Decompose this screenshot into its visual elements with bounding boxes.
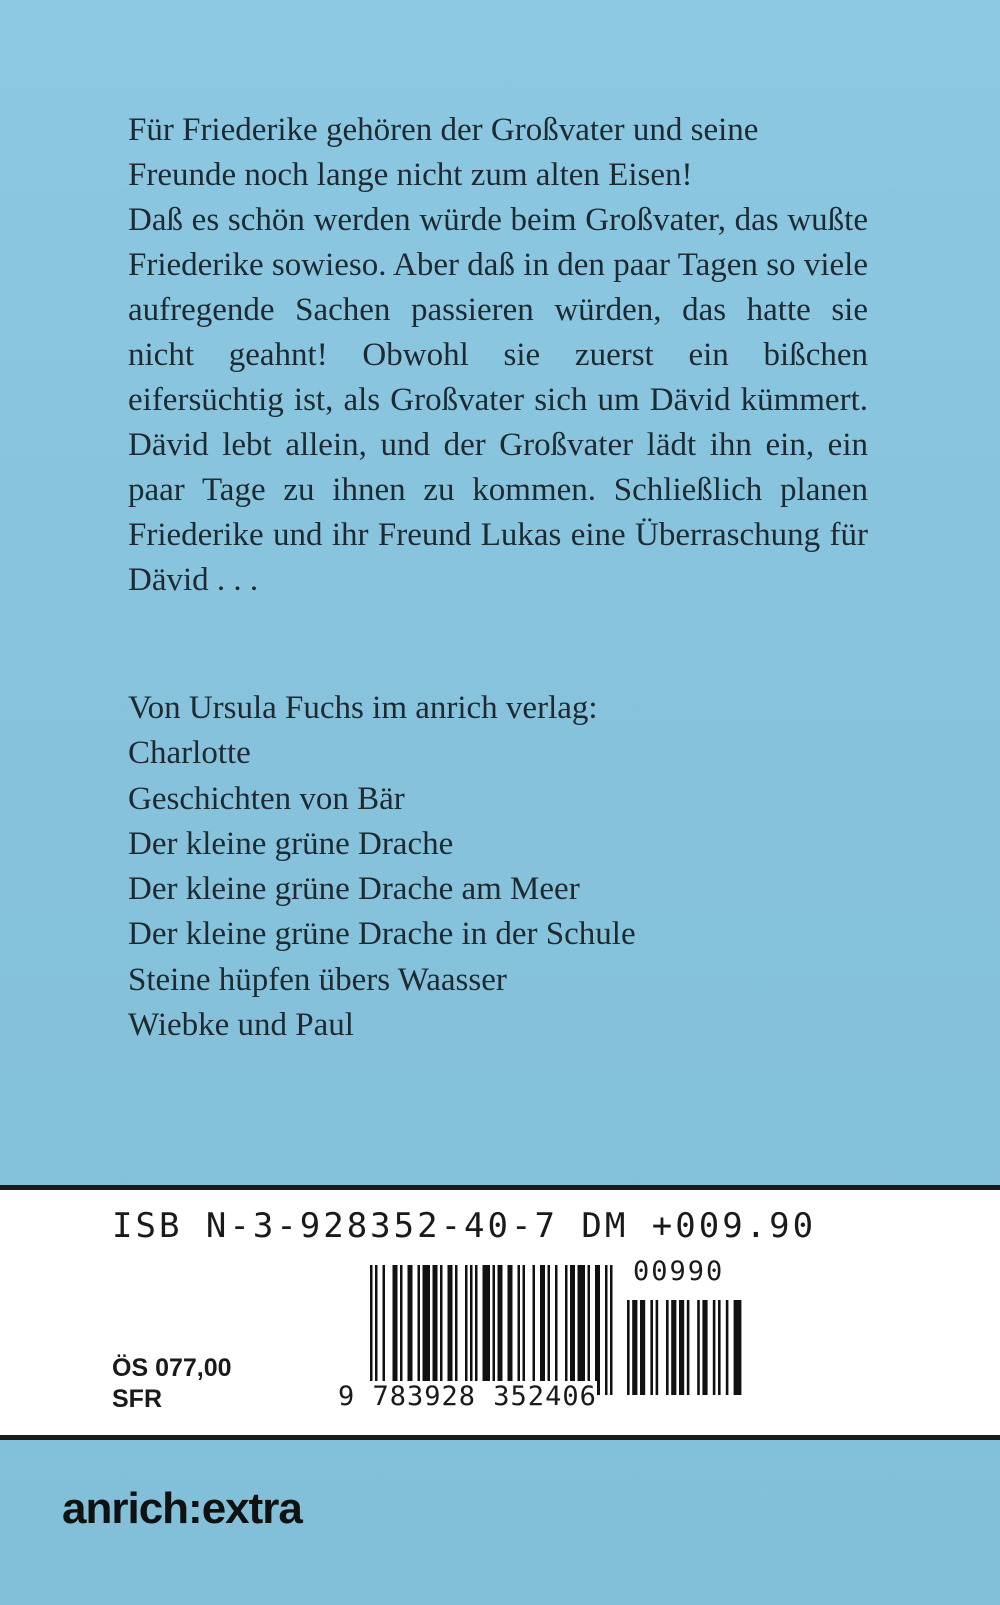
barcode-bar: [393, 1265, 398, 1395]
barcode-bar: [483, 1265, 491, 1395]
barcode-bar: [718, 1300, 721, 1395]
barcode-bar: [640, 1300, 645, 1395]
barcode-bar: [679, 1300, 684, 1395]
barcode-bar: [666, 1300, 669, 1395]
barcode-bar: [455, 1265, 458, 1395]
book-title: Geschichten von Bär: [128, 780, 405, 817]
book-title: Der kleine grüne Drache: [128, 825, 454, 862]
barcode-bar: [433, 1265, 438, 1395]
ean-number: 9 783928 352406: [338, 1381, 597, 1412]
barcode-bar: [702, 1300, 707, 1395]
barcode-bar: [400, 1265, 403, 1395]
other-books-list: [128, 686, 888, 1048]
barcode-bar: [656, 1300, 659, 1395]
book-title: Wiebke und Paul: [128, 1007, 354, 1044]
isbn-line: ISB N-3-928352-40-7 DM +009.90: [112, 1206, 817, 1246]
barcode-bar: [370, 1265, 373, 1395]
barcode-bar: [518, 1265, 521, 1395]
book-title: Steine hüpfen übers Waasser: [128, 961, 507, 998]
barcode-bar: [493, 1265, 496, 1395]
barcode-bar: [605, 1265, 608, 1395]
barcode-bar: [687, 1300, 690, 1395]
isbn-price-box: [0, 1185, 1000, 1440]
barcode-bar: [734, 1300, 742, 1395]
barcode-bar: [555, 1265, 558, 1395]
barcode-bar: [650, 1300, 653, 1395]
barcode-bar: [632, 1300, 637, 1395]
prices: [112, 1353, 232, 1415]
addon-barcode: [627, 1300, 742, 1395]
barcode-bar: [595, 1265, 600, 1395]
barcode-bar: [440, 1265, 443, 1395]
barcode-bar: [713, 1300, 716, 1395]
barcode-bar: [383, 1265, 386, 1395]
barcode-bar: [726, 1300, 729, 1395]
barcode-bar: [588, 1265, 591, 1395]
book-title: Der kleine grüne Drache in der Schule: [128, 916, 636, 953]
barcode-bar: [627, 1300, 630, 1395]
barcode-bar: [570, 1265, 575, 1395]
barcode-bar: [498, 1265, 503, 1395]
other-books-heading: Von Ursula Fuchs im anrich verlag:: [128, 690, 598, 726]
publisher-logo: anrich:extra: [62, 1484, 302, 1533]
barcode-bar: [578, 1265, 586, 1395]
barcode-bar: [408, 1265, 413, 1395]
barcode-bar: [475, 1265, 478, 1395]
book-title: Charlotte: [128, 735, 251, 772]
barcode-bar: [418, 1265, 421, 1395]
blurb-text: [128, 108, 868, 603]
price-austria: ÖS 077,00: [112, 1354, 232, 1382]
barcode-bar: [448, 1265, 453, 1395]
book-title: Der kleine grüne Drache am Meer: [128, 871, 580, 908]
price-swiss: SFR: [112, 1385, 162, 1413]
ean-barcode: [370, 1265, 620, 1395]
barcode-bar: [697, 1300, 700, 1395]
barcode-bar: [533, 1265, 536, 1395]
barcode-bar: [548, 1265, 551, 1395]
barcode-bar: [523, 1265, 526, 1395]
barcode-bar: [470, 1265, 473, 1395]
barcode-bar: [565, 1265, 568, 1395]
barcode-bar: [375, 1265, 378, 1395]
barcode-bar: [540, 1265, 545, 1395]
blurb-lead-paragraph: Für Friederike gehören der Großvater und seine Freunde noch lange nicht zum alten Eisen!: [128, 112, 759, 193]
barcode-bar: [610, 1265, 613, 1395]
barcode-bar: [465, 1265, 468, 1395]
barcode-addon-number: 00990: [633, 1256, 725, 1287]
barcode-bar: [671, 1300, 676, 1395]
barcode-bar: [508, 1265, 513, 1395]
barcode-bar: [423, 1265, 431, 1395]
blurb-body-paragraph: Daß es schön werden würde beim Großvater, das wußte Friederike sowieso. Aber daß in den paar Tagen so viele aufregende Sachen passieren würden, das hatte sie nicht geahnt! Obwohl sie zuerst ein bißchen eifersüchtig ist, als Großvater sich um Dävid kümmert. Dävid lebt allein, und der Großvater lädt ihn ein, ein paar Tage zu ihnen zu kommen. Schließlich planen Friederike und ihr Freund Lukas eine Überraschung für Dävid . . .: [128, 202, 868, 598]
